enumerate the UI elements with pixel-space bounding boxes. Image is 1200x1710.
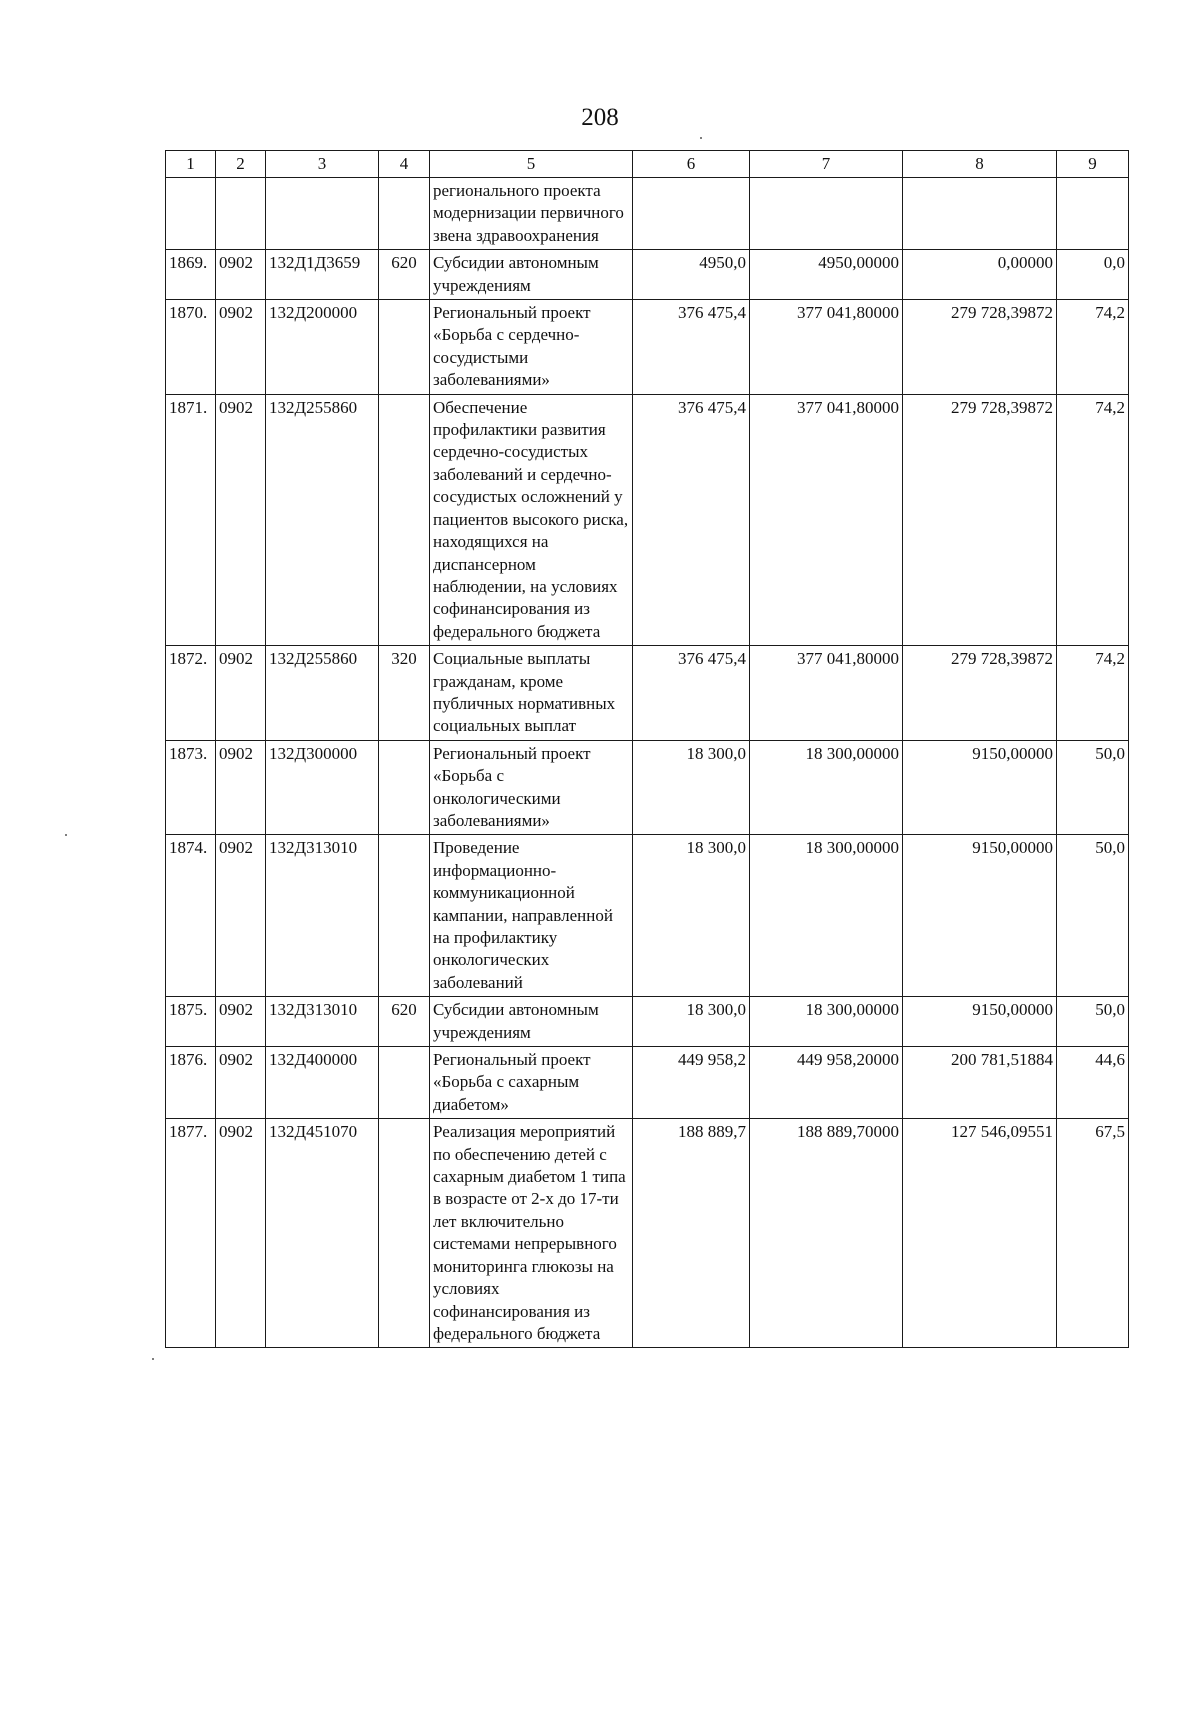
- value-col-6: 18 300,0: [633, 740, 750, 835]
- value-col-8: 279 728,39872: [903, 646, 1057, 741]
- value-col-6: [633, 178, 750, 250]
- value-col-8: [903, 178, 1057, 250]
- value-col-6: 376 475,4: [633, 646, 750, 741]
- row-number: 1872.: [166, 646, 216, 741]
- target-article-code: 132Д200000: [266, 300, 379, 395]
- table-row: [166, 740, 1129, 835]
- header-cell: 2: [216, 151, 266, 178]
- budget-table: [165, 150, 1129, 1348]
- section-code: 0902: [216, 300, 266, 395]
- item-name: Социальные выплаты гражданам, кроме публичных нормативных социальных выплат: [430, 646, 633, 741]
- value-col-7: 188 889,70000: [750, 1119, 903, 1348]
- target-article-code: 132Д300000: [266, 740, 379, 835]
- value-col-7: 377 041,80000: [750, 394, 903, 645]
- header-cell: 8: [903, 151, 1057, 178]
- expense-type: [379, 300, 430, 395]
- value-col-9: 67,5: [1057, 1119, 1129, 1348]
- value-col-6: 188 889,7: [633, 1119, 750, 1348]
- value-col-8: 9150,00000: [903, 997, 1057, 1047]
- target-article-code: 132Д255860: [266, 646, 379, 741]
- section-code: 0902: [216, 394, 266, 645]
- section-code: [216, 178, 266, 250]
- section-code: 0902: [216, 1047, 266, 1119]
- row-number: 1871.: [166, 394, 216, 645]
- value-col-6: 376 475,4: [633, 394, 750, 645]
- value-col-9: [1057, 178, 1129, 250]
- value-col-9: 50,0: [1057, 740, 1129, 835]
- value-col-9: 50,0: [1057, 835, 1129, 997]
- item-name: регионального проекта модернизации первичного звена здравоохранения: [430, 178, 633, 250]
- item-name: Субсидии автономным учреждениям: [430, 250, 633, 300]
- row-number: 1874.: [166, 835, 216, 997]
- table-row: [166, 178, 1129, 250]
- value-col-8: 9150,00000: [903, 740, 1057, 835]
- header-cell: 3: [266, 151, 379, 178]
- expense-type: [379, 394, 430, 645]
- section-code: 0902: [216, 997, 266, 1047]
- value-col-7: [750, 178, 903, 250]
- item-name: Региональный проект «Борьба с сердечно-сосудистыми заболеваниями»: [430, 300, 633, 395]
- header-cell: 6: [633, 151, 750, 178]
- header-cell: 5: [430, 151, 633, 178]
- expense-type: [379, 740, 430, 835]
- item-name: Субсидии автономным учреждениям: [430, 997, 633, 1047]
- value-col-6: 18 300,0: [633, 997, 750, 1047]
- header-row: [166, 151, 1129, 178]
- section-code: 0902: [216, 740, 266, 835]
- header-cell: 4: [379, 151, 430, 178]
- row-number: 1876.: [166, 1047, 216, 1119]
- value-col-8: 127 546,09551: [903, 1119, 1057, 1348]
- row-number: 1869.: [166, 250, 216, 300]
- target-article-code: 132Д451070: [266, 1119, 379, 1348]
- row-number: 1873.: [166, 740, 216, 835]
- value-col-8: 279 728,39872: [903, 394, 1057, 645]
- table-row: [166, 835, 1129, 997]
- header-cell: 7: [750, 151, 903, 178]
- item-name: Проведение информационно-коммуникационной кампании, направленной на профилактику онкологических заболеваний: [430, 835, 633, 997]
- item-name: Обеспечение профилактики развития сердечно-сосудистых заболеваний и сердечно-сосудистых осложнений у пациентов высокого риска, находящихся на диспансерном наблюдении, на условиях софинансирования из федерального бюджета: [430, 394, 633, 645]
- value-col-8: 0,00000: [903, 250, 1057, 300]
- value-col-9: 74,2: [1057, 300, 1129, 395]
- table-row: [166, 1119, 1129, 1348]
- table-row: [166, 394, 1129, 645]
- value-col-7: 449 958,20000: [750, 1047, 903, 1119]
- row-number: [166, 178, 216, 250]
- value-col-7: 4950,00000: [750, 250, 903, 300]
- value-col-7: 18 300,00000: [750, 740, 903, 835]
- value-col-8: 200 781,51884: [903, 1047, 1057, 1119]
- value-col-9: 74,2: [1057, 394, 1129, 645]
- expense-type: [379, 835, 430, 997]
- expense-type: 320: [379, 646, 430, 741]
- table-row: [166, 300, 1129, 395]
- expense-type: [379, 1047, 430, 1119]
- header-cell: 9: [1057, 151, 1129, 178]
- value-col-7: 377 041,80000: [750, 646, 903, 741]
- value-col-6: 18 300,0: [633, 835, 750, 997]
- target-article-code: 132Д1Д3659: [266, 250, 379, 300]
- value-col-7: 18 300,00000: [750, 835, 903, 997]
- section-code: 0902: [216, 1119, 266, 1348]
- header-cell: 1: [166, 151, 216, 178]
- value-col-7: 18 300,00000: [750, 997, 903, 1047]
- table-row: [166, 1047, 1129, 1119]
- section-code: 0902: [216, 250, 266, 300]
- value-col-9: 0,0: [1057, 250, 1129, 300]
- table-row: [166, 997, 1129, 1047]
- row-number: 1870.: [166, 300, 216, 395]
- row-number: 1877.: [166, 1119, 216, 1348]
- value-col-6: 376 475,4: [633, 300, 750, 395]
- table-row: [166, 250, 1129, 300]
- item-name: Региональный проект «Борьба с онкологическими заболеваниями»: [430, 740, 633, 835]
- item-name: Региональный проект «Борьба с сахарным диабетом»: [430, 1047, 633, 1119]
- expense-type: 620: [379, 997, 430, 1047]
- page-number: 208: [581, 104, 619, 131]
- section-code: 0902: [216, 646, 266, 741]
- value-col-9: 50,0: [1057, 997, 1129, 1047]
- value-col-6: 4950,0: [633, 250, 750, 300]
- section-code: 0902: [216, 835, 266, 997]
- expense-type: 620: [379, 250, 430, 300]
- expense-type: [379, 1119, 430, 1348]
- value-col-7: 377 041,80000: [750, 300, 903, 395]
- value-col-9: 44,6: [1057, 1047, 1129, 1119]
- target-article-code: [266, 178, 379, 250]
- row-number: 1875.: [166, 997, 216, 1047]
- item-name: Реализация мероприятий по обеспечению детей с сахарным диабетом 1 типа в возрасте от 2-х до 17-ти лет включительно системами непрерывного мониторинга глюкозы на условиях софинансирования из федерального бюджета: [430, 1119, 633, 1348]
- value-col-6: 449 958,2: [633, 1047, 750, 1119]
- target-article-code: 132Д400000: [266, 1047, 379, 1119]
- target-article-code: 132Д313010: [266, 835, 379, 997]
- value-col-9: 74,2: [1057, 646, 1129, 741]
- table-row: [166, 646, 1129, 741]
- target-article-code: 132Д255860: [266, 394, 379, 645]
- value-col-8: 9150,00000: [903, 835, 1057, 997]
- target-article-code: 132Д313010: [266, 997, 379, 1047]
- value-col-8: 279 728,39872: [903, 300, 1057, 395]
- expense-type: [379, 178, 430, 250]
